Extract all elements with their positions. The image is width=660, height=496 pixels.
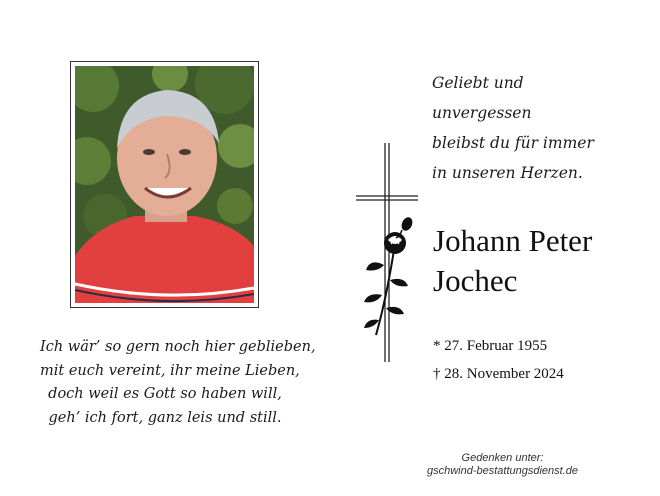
- poem-line: geh’ ich fort, ganz leis und still.: [48, 409, 282, 426]
- life-dates: [433, 332, 653, 388]
- deceased-name: [433, 221, 658, 301]
- quote-line: in unseren Herzen.: [432, 164, 583, 182]
- quote-line: Geliebt und: [432, 74, 524, 92]
- memorial-link: [395, 452, 610, 478]
- poem-line: doch weil es Gott so haben will,: [48, 386, 282, 402]
- poem-line: Ich wär’ so gern noch hier geblieben,: [40, 339, 316, 355]
- first-names: Johann Peter: [433, 223, 593, 258]
- cross-with-rose-icon: [352, 140, 422, 365]
- quote-line: unvergessen: [432, 104, 532, 122]
- poem: [40, 336, 316, 430]
- memorial-quote: [432, 68, 652, 188]
- quote-line: bleibst du für immer: [432, 134, 594, 152]
- death-date: † 28. November 2024: [433, 366, 564, 382]
- last-name: Jochec: [433, 263, 518, 298]
- birth-date: * 27. Februar 1955: [433, 338, 548, 354]
- memorial-label: Gedenken unter:: [461, 452, 544, 464]
- poem-line: mit euch vereint, ihr meine Lieben,: [40, 362, 300, 379]
- memorial-url[interactable]: gschwind-bestattungsdienst.de: [426, 465, 579, 477]
- portrait-photo: [70, 61, 259, 308]
